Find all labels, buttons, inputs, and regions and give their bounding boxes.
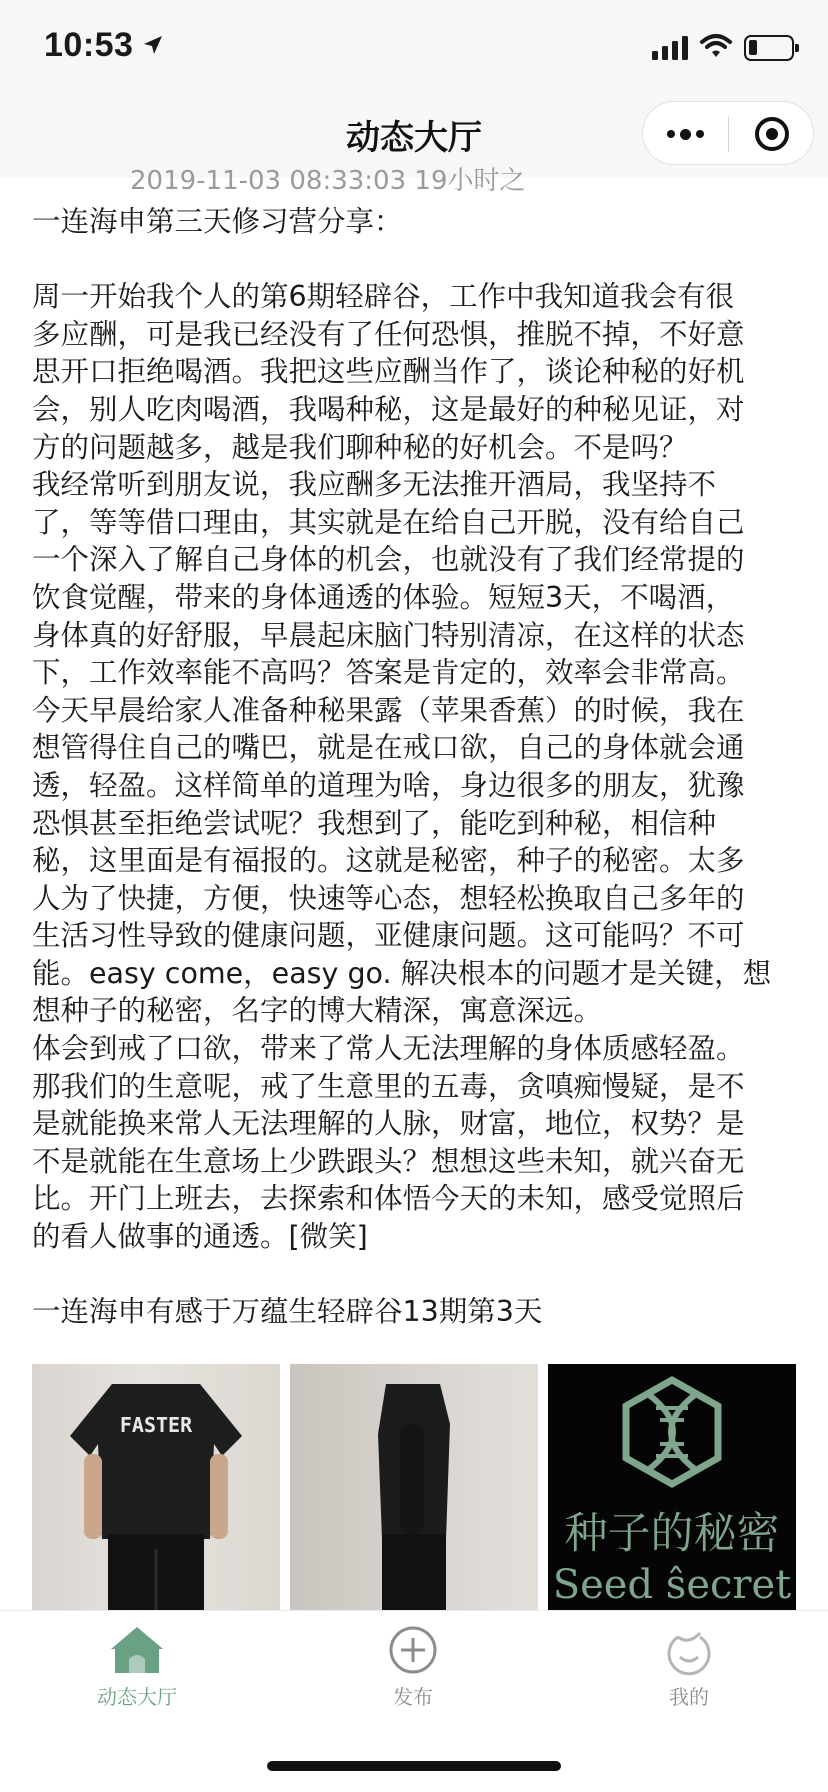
tab-mine[interactable] xyxy=(609,1625,769,1725)
post-line: 生活习性导致的健康问题，亚健康问题。这可能吗？不可 xyxy=(32,919,745,953)
post-line: 一连海申第三天修习营分享： xyxy=(32,205,403,238)
close-target-icon[interactable] xyxy=(729,102,815,166)
location-arrow-icon xyxy=(142,34,164,56)
person-front-image xyxy=(32,1364,280,1610)
post-line: 是就能换来常人无法理解的人脉，财富，地位，权势？是 xyxy=(32,1107,745,1141)
post-line: 我经常听到朋友说，我应酬多无法推开酒局，我坚持不 xyxy=(32,468,717,502)
post-line: 体会到戒了口欲，带来了常人无法理解的身体质感轻盈。 xyxy=(32,1032,745,1066)
user-face-icon xyxy=(664,1625,714,1675)
logo-en-text: Seed ŝecret xyxy=(552,1562,792,1608)
person-side-image xyxy=(290,1364,538,1610)
post-line: 那我们的生意呢，戒了生意里的五毒，贪嗔痴慢疑，是不 xyxy=(32,1069,745,1103)
post-line: 身体真的好舒服，早晨起床脑门特别清凉，在这样的状态 xyxy=(32,618,745,652)
signal-icon xyxy=(652,36,690,60)
tab-label: 我的 xyxy=(669,1685,709,1709)
wifi-icon xyxy=(700,33,732,59)
seed-secret-logo-image[interactable] xyxy=(548,1364,796,1610)
post-text xyxy=(32,203,798,1331)
tab-label: 发布 xyxy=(393,1685,433,1709)
post-line: 方的问题越多，越是我们聊种秘的好机会。不是吗？ xyxy=(32,430,688,464)
post-line: 一个深入了解自己身体的机会，也就没有了我们经常提的 xyxy=(32,543,745,577)
page-title: 动态大厅 xyxy=(346,118,482,158)
home-indicator xyxy=(267,1761,561,1771)
post-line: 不是就能在生意场上少跌跟头？想想这些未知，就兴奋无 xyxy=(32,1144,745,1178)
post-line: 比。开门上班去，去探索和体悟今天的未知，感受觉照后 xyxy=(32,1182,745,1216)
status-bar xyxy=(0,0,828,96)
post-line: 想管得住自己的嘴巴，就是在戒口欲，自己的身体就会通 xyxy=(32,731,745,765)
post-line: 多应酬，可是我已经没有了任何恐惧，推脱不掉，不好意 xyxy=(32,317,745,351)
post-line: 一连海申有感于万蕴生轻辟谷13期第3天 xyxy=(32,1295,543,1329)
post-line: 了，等等借口理由，其实就是在给自己开脱，没有给自己 xyxy=(32,505,745,539)
post-line: 周一开始我个人的第6期轻辟谷，工作中我知道我会有很 xyxy=(32,280,735,314)
post-line: 透，轻盈。这样简单的道理为啥，身边很多的朋友，犹豫 xyxy=(32,768,745,802)
post-line: 会，别人吃肉喝酒，我喝种秘，这是最好的种秘见证，对 xyxy=(32,392,745,426)
home-icon xyxy=(109,1625,165,1675)
tab-label: 动态大厅 xyxy=(97,1685,177,1709)
post-line: 人为了快捷，方便，快速等心态，想轻松换取自己多年的 xyxy=(32,881,745,915)
tab-bar xyxy=(0,1610,828,1792)
post-photo-front[interactable] xyxy=(32,1364,280,1610)
post-line: 下，工作效率能不高吗？答案是肯定的，效率会非常高。 xyxy=(32,656,745,690)
tab-lobby[interactable] xyxy=(57,1625,217,1725)
post-line: 能。easy come，easy go. 解决根本的问题才是关键，想 xyxy=(32,956,772,990)
post-line: 思开口拒绝喝酒。我把这些应酬当作了，谈论种秘的好机 xyxy=(32,355,745,389)
post-line: 今天早晨给家人准备种秘果露（苹果香蕉）的时候，我在 xyxy=(32,693,745,727)
post-line: 的看人做事的通透。[微笑] xyxy=(32,1220,368,1254)
post-photo-side[interactable] xyxy=(290,1364,538,1610)
status-time: 10:53 xyxy=(44,26,134,64)
logo-cn-text: 种子的秘密 xyxy=(564,1509,780,1559)
post-line: 秘，这里面是有福报的。这就是秘密，种子的秘密。太多 xyxy=(32,844,745,878)
mini-program-capsule xyxy=(642,101,814,165)
post-line: 想种子的秘密，名字的博大精深，寓意深远。 xyxy=(32,994,603,1028)
more-dots-icon[interactable] xyxy=(643,102,728,166)
post-line: 恐惧甚至拒绝尝试呢？我想到了，能吃到种秘，相信种 xyxy=(32,806,717,840)
battery-icon xyxy=(744,35,794,61)
shirt-text: FASTER xyxy=(119,1413,193,1437)
blank-line xyxy=(32,1256,798,1294)
plus-circle-icon xyxy=(388,1625,438,1675)
tab-post[interactable] xyxy=(333,1625,493,1725)
blank-line xyxy=(32,241,798,279)
post-timestamp: 2019-11-03 08:33:03 19小时之 xyxy=(130,166,526,196)
post-line: 饮食觉醒，带来的身体通透的体验。短短3天，不喝酒， xyxy=(32,580,735,614)
